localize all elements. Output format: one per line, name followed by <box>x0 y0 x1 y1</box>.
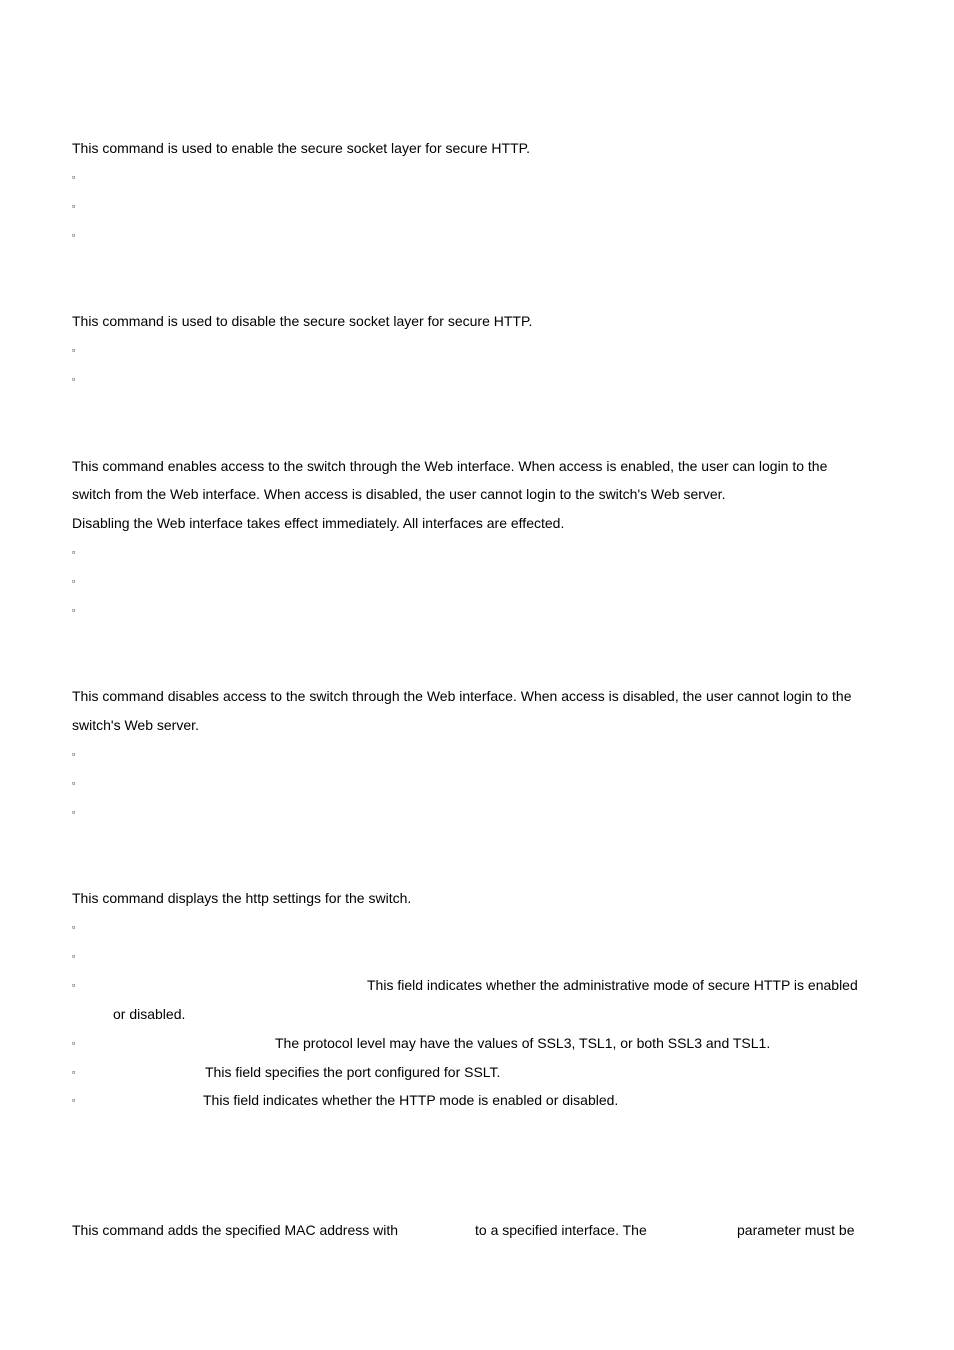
field-description-secure-mode-cont: or disabled. <box>113 1006 186 1022</box>
bullet-icon: ▫ <box>72 1067 76 1077</box>
bullet-icon: ▫ <box>72 951 76 961</box>
bullet-icon: ▫ <box>72 1095 76 1105</box>
bullet-icon: ▫ <box>72 576 76 586</box>
bullet-icon: ▫ <box>72 1038 76 1048</box>
field-description-http-mode: This field indicates whether the HTTP mode is enabled or disabled. <box>203 1092 619 1108</box>
bullet-icon: ▫ <box>72 922 76 932</box>
bullet-icon: ▫ <box>72 345 76 355</box>
section-4-description-line-2: switch's Web server. <box>72 717 199 733</box>
field-description-secure-mode: This field indicates whether the administrative mode of secure HTTP is enabled <box>367 977 858 993</box>
bullet-icon: ▫ <box>72 980 76 990</box>
section-6-description-part-2: to a specified interface. The <box>475 1222 647 1238</box>
section-2-description: This command is used to disable the secure socket layer for secure HTTP. <box>72 313 533 329</box>
bullet-icon: ▫ <box>72 807 76 817</box>
bullet-icon: ▫ <box>72 605 76 615</box>
field-description-protocol-level: The protocol level may have the values of SSL3, TSL1, or both SSL3 and TSL1. <box>275 1035 771 1051</box>
bullet-icon: ▫ <box>72 230 76 240</box>
bullet-icon: ▫ <box>72 749 76 759</box>
section-4-description-line-1: This command disables access to the switch through the Web interface. When access is disabled, the user cannot login to the <box>72 688 852 704</box>
section-3-description-line-3: Disabling the Web interface takes effect immediately. All interfaces are effected. <box>72 515 565 531</box>
section-5-description: This command displays the http settings for the switch. <box>72 890 412 906</box>
bullet-icon: ▫ <box>72 374 76 384</box>
section-3-description-line-1: This command enables access to the switch through the Web interface. When access is enabled, the user can login to the <box>72 458 828 474</box>
bullet-icon: ▫ <box>72 547 76 557</box>
section-6-description-part-3: parameter must be <box>737 1222 855 1238</box>
bullet-icon: ▫ <box>72 172 76 182</box>
bullet-icon: ▫ <box>72 201 76 211</box>
bullet-icon: ▫ <box>72 778 76 788</box>
section-1-description: This command is used to enable the secure socket layer for secure HTTP. <box>72 140 531 156</box>
section-3-description-line-2: switch from the Web interface. When access is disabled, the user cannot login to the switch's Web server. <box>72 486 726 502</box>
field-description-ssl-port: This field specifies the port configured for SSLT. <box>205 1064 501 1080</box>
section-6-description-part-1: This command adds the specified MAC address with <box>72 1222 399 1238</box>
